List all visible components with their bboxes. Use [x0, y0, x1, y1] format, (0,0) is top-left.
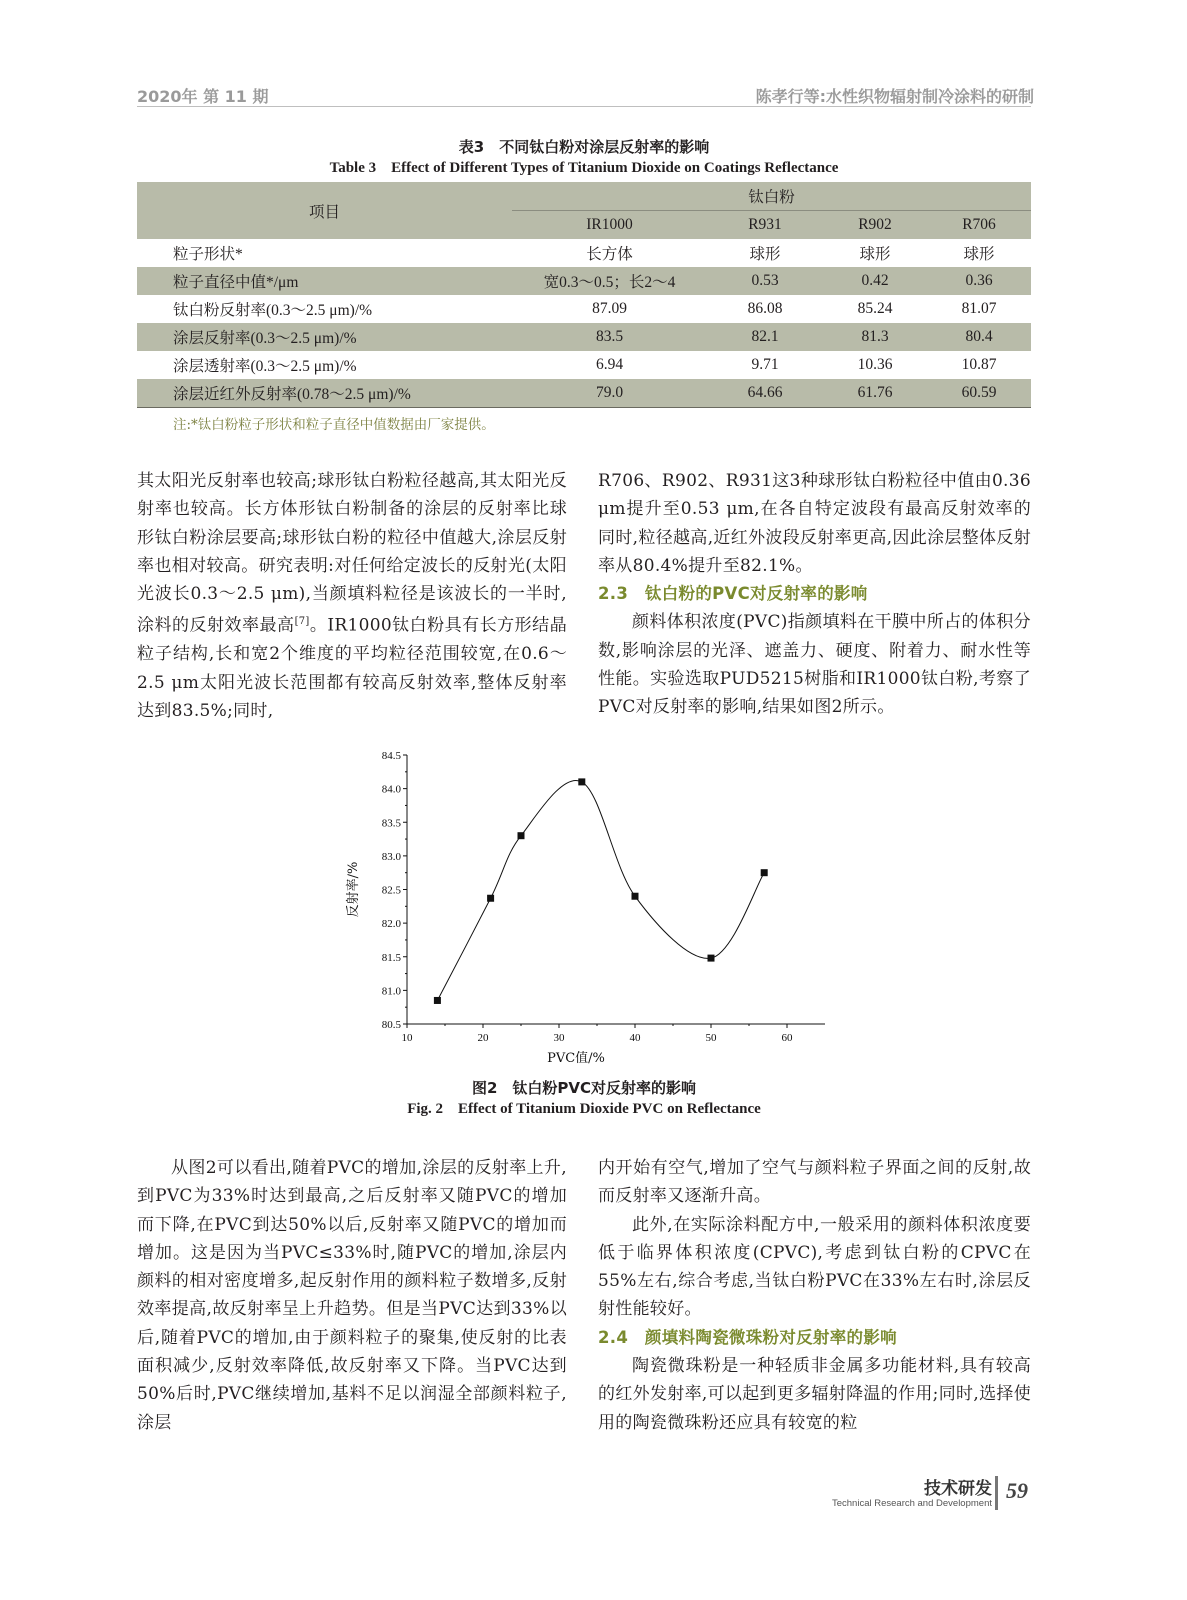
table-cell: 0.53 [707, 267, 823, 295]
paragraph: 从图2可以看出,随着PVC的增加,涂层的反射率上升,到PVC为33%时达到最高,之后反射率又随PVC的增加而下降,在PVC到达50%以后,反射率又随PVC的增加而增加。这是因为当PVC≤33%时,随PVC的增加,涂层内颜料的相对密度增多,起反射作用的颜料粒子数增多,反射效率提高,故反射率呈上升趋势。但是当PVC达到33%以后,随着PVC的增加,由于颜料粒子的聚集,使反射的比表面积减少,反射效率降低,故反射率又下降。当PVC达到50%后时,PVC继续增加,基料不足以润湿全部颜料粒子,涂层 [137, 1158, 567, 1433]
table-3 [137, 182, 1031, 408]
table-header-group: 钛白粉 [512, 182, 1031, 211]
data-point [434, 997, 441, 1004]
row-label: 涂层近红外反射率(0.78～2.5 μm)/% [137, 379, 512, 408]
table-cell: 81.3 [823, 323, 927, 351]
data-point [578, 778, 585, 785]
table-header-col: R706 [927, 211, 1031, 240]
y-tick-label: 82.0 [381, 918, 401, 931]
row-label: 粒子直径中值*/μm [137, 267, 512, 295]
table-caption-cn: 表3 不同钛白粉对涂层反射率的影响 [458, 138, 710, 156]
table-cell: 86.08 [747, 300, 783, 317]
data-point [708, 955, 715, 962]
table-cell: 0.42 [823, 267, 927, 295]
table-cell: 0.36 [927, 267, 1031, 295]
table-cell: 81.07 [961, 300, 997, 317]
y-tick-label: 81.5 [381, 951, 401, 964]
table-row [137, 323, 1031, 351]
x-tick-label: 30 [553, 1032, 565, 1044]
table-cell: 83.5 [512, 323, 707, 351]
table-header-col: R931 [707, 211, 823, 240]
table-cell: 宽0.3～0.5；长2～4 [512, 267, 707, 295]
body-column-right-bottom [598, 1154, 1031, 1437]
y-tick-label: 83.0 [381, 850, 401, 863]
y-tick-label: 84.0 [381, 783, 401, 796]
table-cell: 60.59 [927, 379, 1031, 408]
table-header-col: R902 [823, 211, 927, 240]
table-cell: 87.09 [592, 300, 627, 317]
x-tick-label: 50 [705, 1032, 717, 1044]
row-label: 涂层反射率(0.3～2.5 μm)/% [137, 323, 512, 351]
table-cell: 82.1 [707, 323, 823, 351]
data-point [632, 893, 639, 900]
y-axis-label: 反射率/% [346, 861, 361, 918]
figure-2-chart [330, 740, 850, 1070]
table-cell: 球形 [859, 246, 891, 263]
table-cell: 10.87 [961, 356, 997, 373]
table-cell: 64.66 [707, 379, 823, 408]
x-tick-label: 60 [781, 1032, 793, 1044]
y-tick-label: 84.5 [381, 750, 401, 762]
table-row [137, 379, 1031, 408]
table-cell: 80.4 [927, 323, 1031, 351]
header-rule [137, 106, 1031, 107]
paragraph: 内开始有空气,增加了空气与颜料粒子界面之间的反射,故而反射率又逐渐升高。 [598, 1158, 1031, 1207]
table-cell: 79.0 [512, 379, 707, 408]
y-tick-label: 80.5 [381, 1019, 401, 1031]
page-number: 59 [1006, 1478, 1028, 1503]
series-line [437, 780, 764, 1000]
table-row [137, 351, 1031, 379]
table-caption-en: Table 3 Effect of Different Types of Titanium Dioxide on Coatings Reflectance [329, 160, 839, 176]
x-tick-label: 40 [629, 1032, 641, 1044]
table-cell: 球形 [749, 246, 781, 263]
paragraph: 陶瓷微珠粉是一种轻质非金属多功能材料,具有较高的红外发射率,可以起到更多辐射降温的作用;同时,选择使用的陶瓷微珠粉还应具有较宽的粒 [598, 1356, 1031, 1433]
footer-section-cn: 技术研发 [924, 1479, 992, 1499]
paragraph: R706、R902、R931这3种球形钛白粉粒径中值由0.36 μm提升至0.53 μm,在各自特定波段有最高反射效率的同时,粒径越高,近红外波段反射率更高,因此涂层整体反射率从80.4%提升至82.1%。 [598, 471, 1031, 576]
y-tick-label: 82.5 [381, 884, 401, 897]
paragraph: 此外,在实际涂料配方中,一般采用的颜料体积浓度要低于临界体积浓度(CPVC),考虑到钛白粉的CPVC在55%左右,综合考虑,当钛白粉PVC在33%左右时,涂层反射性能较好。 [598, 1214, 1031, 1320]
x-tick-label: 20 [477, 1032, 489, 1044]
footer-section-en: Technical Research and Development [831, 1498, 992, 1509]
table-cell: 6.94 [595, 356, 624, 373]
data-point [761, 869, 768, 876]
row-label: 涂层透射率(0.3～2.5 μm)/% [173, 358, 357, 375]
table-note: 注:*钛白粉粒子形状和粒子直径中值数据由厂家提供。 [173, 417, 495, 433]
citation-ref: [7] [294, 616, 310, 628]
figure-caption-en: Fig. 2 Effect of Titanium Dioxide PVC on Reflectance [407, 1101, 761, 1117]
section-heading: 2.4 颜填料陶瓷微珠粉对反射率的影响 [598, 1327, 897, 1347]
paragraph: 。IR1000钛白粉具有长方形结晶粒子结构,长和宽2个维度的平均粒径范围较宽,在0.6～2.5 μm太阳光波长范围都有较高反射效率,整体反射率达到83.5%;同时, [137, 616, 567, 722]
x-axis-label: PVC值/% [547, 1051, 605, 1066]
x-tick-label: 10 [401, 1032, 413, 1044]
body-column-right-top [598, 467, 1031, 722]
section-heading: 2.3 钛白粉的PVC对反射率的影响 [598, 584, 868, 604]
table-cell: 球形 [963, 246, 995, 263]
paragraph: 其太阳光反射率也较高;球形钛白粉粒径越高,其太阳光反射率也较高。长方体形钛白粉制备的涂层的反射率比球形钛白粉涂层要高;球形钛白粉的粒径中值越大,涂层反射率也相对较高。研究表明:对任何给定波长的反射光(太阳光波长0.3～2.5 μm),当颜填料粒径是该波长的一半时,涂料的反射效率最高 [137, 471, 567, 637]
body-column-left-bottom [137, 1154, 567, 1437]
body-column-left-top [137, 467, 567, 725]
table-cell: 9.71 [751, 356, 779, 373]
figure-caption-cn: 图2 钛白粉PVC对反射率的影响 [471, 1079, 697, 1097]
running-title: 陈孝行等:水性织物辐射制冷涂料的研制 [755, 87, 1034, 106]
table-cell: 85.24 [857, 300, 893, 317]
y-tick-label: 83.5 [381, 817, 401, 830]
row-label: 钛白粉反射率(0.3～2.5 μm)/% [173, 302, 373, 319]
table-row [137, 239, 1031, 267]
paragraph: 颜料体积浓度(PVC)指颜填料在干膜中所占的体积分数,影响涂层的光泽、遮盖力、硬度、附着力、耐水性等性能。实验选取PUD5215树脂和IR1000钛白粉,考察了PVC对反射率的影响,结果如图2所示。 [598, 612, 1031, 718]
journal-issue: 2020年 第 11 期 [137, 87, 269, 106]
footer-divider [995, 1476, 998, 1510]
table-row [137, 295, 1031, 323]
table-cell: 长方体 [586, 246, 633, 263]
row-label: 粒子形状* [173, 246, 243, 263]
data-point [518, 832, 525, 839]
table-header-item: 项目 [137, 182, 512, 239]
data-point [487, 895, 494, 902]
table-cell: 61.76 [823, 379, 927, 408]
table-cell: 10.36 [857, 356, 893, 373]
table-row [137, 267, 1031, 295]
table-header-col: IR1000 [512, 211, 707, 240]
y-tick-label: 81.0 [381, 985, 401, 998]
